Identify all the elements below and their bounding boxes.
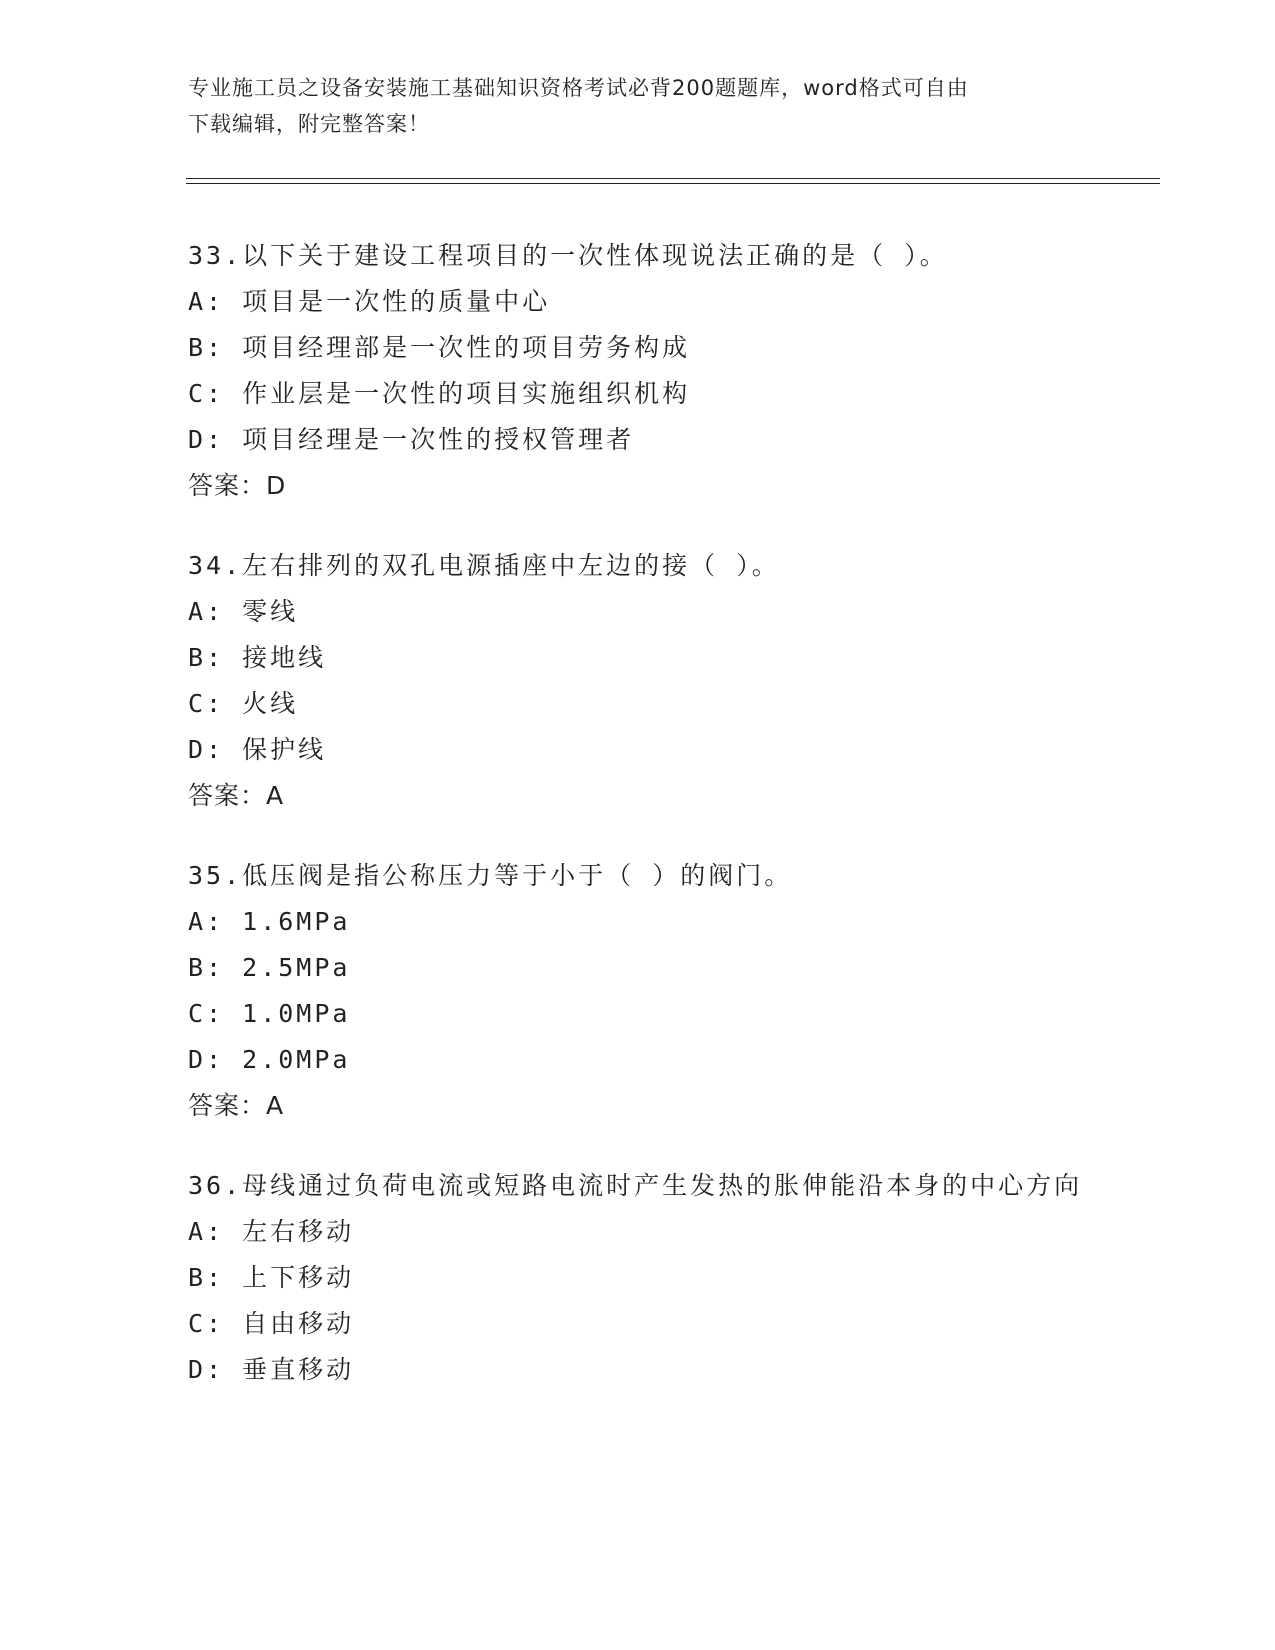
- question-list: [188, 233, 1088, 1427]
- option-b: B: 接地线: [188, 643, 327, 672]
- question-stem: 35.低压阀是指公称压力等于小于（ ）的阀门。: [188, 861, 793, 890]
- option-a: A: 左右移动: [188, 1217, 355, 1246]
- option-c: C: 自由移动: [188, 1309, 355, 1338]
- option-d: D: 项目经理是一次性的授权管理者: [188, 425, 635, 454]
- question-stem: 34.左右排列的双孔电源插座中左边的接（ ）。: [188, 551, 780, 580]
- question-36: [188, 1163, 1088, 1393]
- option-d: D: 垂直移动: [188, 1355, 355, 1384]
- option-c: C: 火线: [188, 689, 299, 718]
- header-line-2: 下载编辑，附完整答案！: [188, 112, 430, 136]
- question-stem: 33.以下关于建设工程项目的一次性体现说法正确的是（ ）。: [188, 241, 948, 270]
- question-34: [188, 543, 1088, 819]
- option-c: C: 1.0MPa: [188, 999, 351, 1028]
- option-b: B: 上下移动: [188, 1263, 355, 1292]
- question-33: [188, 233, 1088, 509]
- option-a: A: 项目是一次性的质量中心: [188, 287, 551, 316]
- option-a: A: 零线: [188, 597, 299, 626]
- option-c: C: 作业层是一次性的项目实施组织机构: [188, 379, 691, 408]
- question-stem: 36.母线通过负荷电流或短路电流时产生发热的胀伸能沿本身的中心方向: [188, 1171, 1083, 1200]
- option-d: D: 2.0MPa: [188, 1045, 351, 1074]
- header-divider-bottom: [186, 183, 1160, 184]
- option-a: A: 1.6MPa: [188, 907, 351, 936]
- header-line-1: 专业施工员之设备安装施工基础知识资格考试必背200题题库，word格式可自由: [188, 76, 969, 100]
- answer: 答案：D: [188, 471, 287, 500]
- option-b: B: 2.5MPa: [188, 953, 351, 982]
- answer: 答案：A: [188, 1091, 285, 1120]
- document-header: [188, 70, 1088, 142]
- answer: 答案：A: [188, 781, 285, 810]
- question-35: [188, 853, 1088, 1129]
- header-divider-top: [186, 178, 1160, 179]
- option-d: D: 保护线: [188, 735, 327, 764]
- option-b: B: 项目经理部是一次性的项目劳务构成: [188, 333, 691, 362]
